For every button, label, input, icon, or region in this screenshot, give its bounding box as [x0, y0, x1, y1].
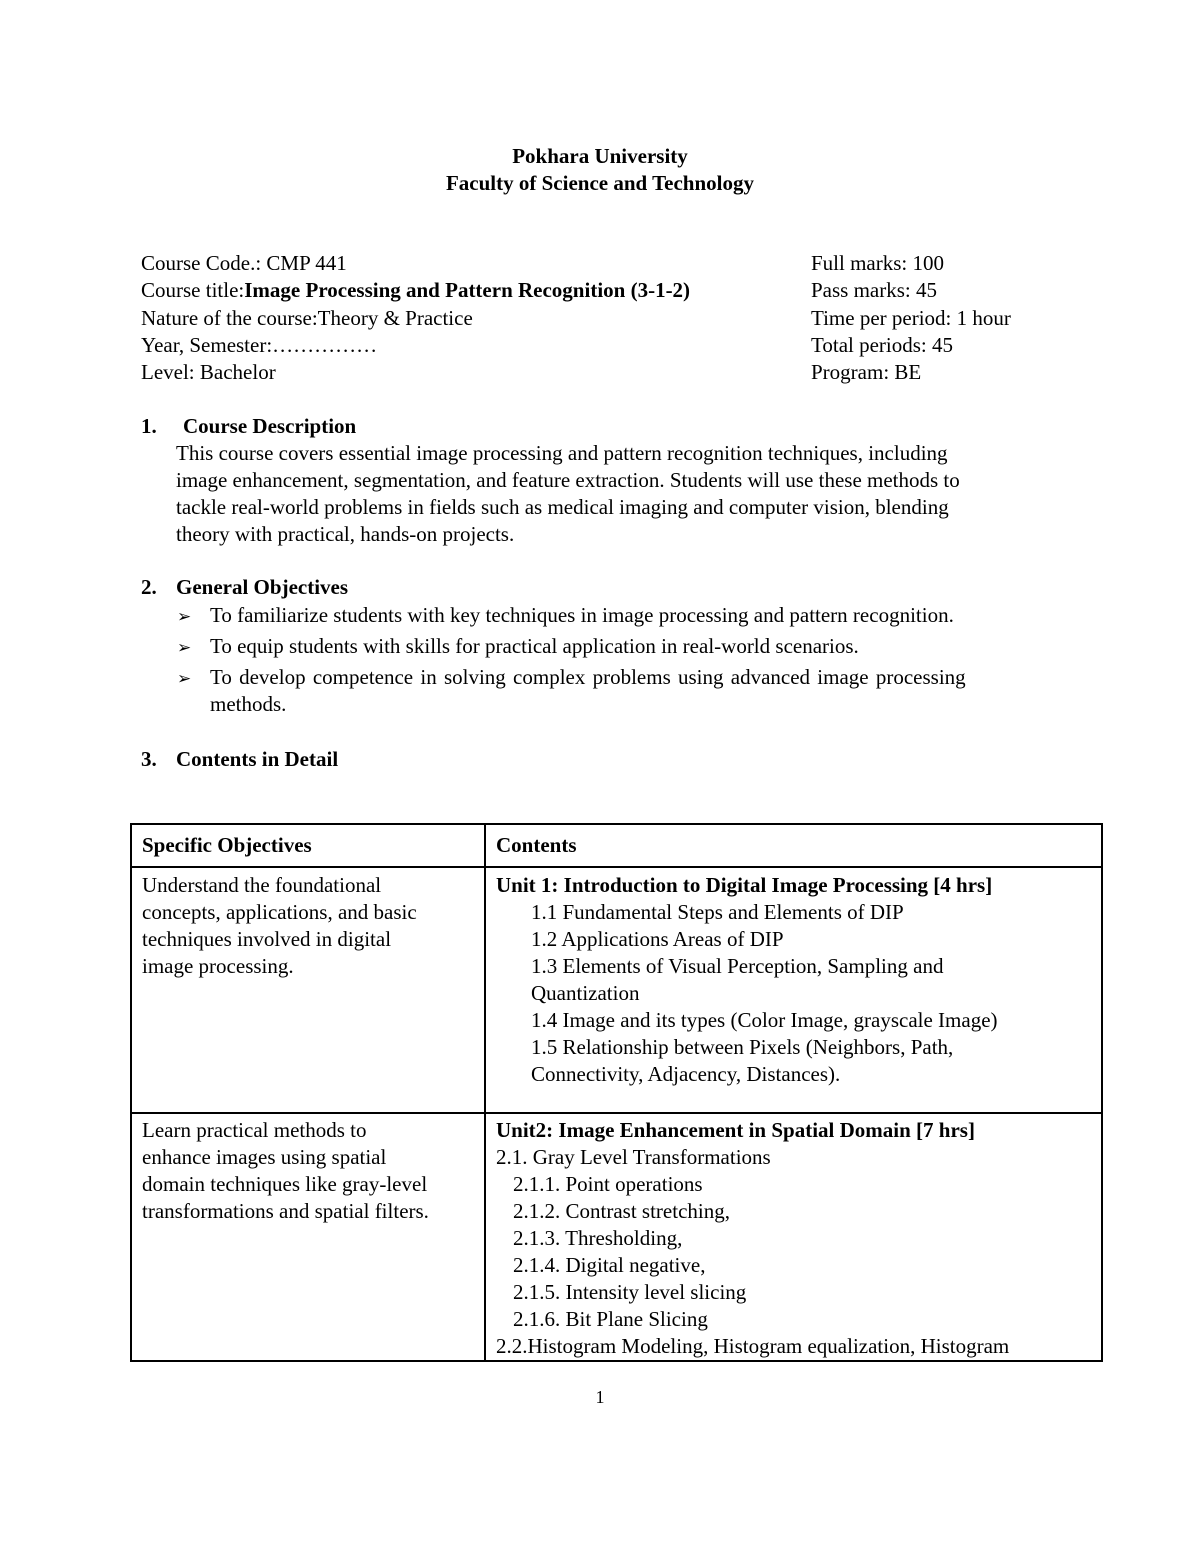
university-name: Pokhara University	[512, 144, 688, 168]
content-item: 1.5 Relationship between Pixels (Neighbors, Path,	[531, 1035, 954, 1059]
table-header-row	[131, 824, 1102, 867]
description-line: This course covers essential image processing and pattern recognition techniques, including	[176, 441, 948, 465]
course-title-value: Image Processing and Pattern Recognition (3-1-2)	[244, 278, 691, 302]
time-per-period: Time per period: 1 hour	[811, 306, 1011, 330]
arrow-bullet-icon: ➢	[177, 669, 192, 689]
course-level: Level: Bachelor	[141, 360, 276, 384]
section-3-title: Contents in Detail	[176, 747, 339, 771]
objective-line: enhance images using spatial	[142, 1145, 387, 1169]
course-title	[141, 277, 690, 304]
year-semester: Year, Semester:……………	[141, 333, 378, 357]
content-item: 1.3 Elements of Visual Perception, Sampling and	[531, 954, 944, 978]
section-2-number: 2.	[141, 575, 157, 599]
section-1-number: 1.	[141, 414, 157, 438]
program: Program: BE	[811, 360, 922, 384]
section-3-number: 3.	[141, 747, 157, 771]
content-item: 1.1 Fundamental Steps and Elements of DIP	[531, 900, 904, 924]
description-line: theory with practical, hands-on projects.	[176, 522, 515, 546]
faculty-name: Faculty of Science and Technology	[445, 171, 755, 195]
objective-line: domain techniques like gray-level	[142, 1172, 428, 1196]
total-periods: Total periods: 45	[811, 333, 954, 357]
content-item: 2.2.Histogram Modeling, Histogram equalization, Histogram	[496, 1334, 1010, 1358]
objective-line: image processing.	[142, 954, 294, 978]
content-item: Quantization	[531, 981, 640, 1005]
arrow-bullet-icon: ➢	[177, 607, 192, 627]
objective-line: Understand the foundational	[142, 873, 382, 897]
course-code-label: Course Code.:	[141, 251, 267, 275]
objective-line: concepts, applications, and basic	[142, 900, 417, 924]
course-code-value: CMP 441	[266, 251, 347, 275]
content-item: 2.1.3. Thresholding,	[513, 1226, 683, 1250]
course-title-label: Course title:	[141, 278, 245, 302]
content-item: 2.1.1. Point operations	[513, 1172, 703, 1196]
section-2-title: General Objectives	[176, 575, 349, 599]
page-number: 1	[595, 1387, 605, 1407]
pass-marks: Pass marks: 45	[811, 278, 937, 302]
objective-cell	[131, 1113, 485, 1361]
content-item: 2.1.4. Digital negative,	[513, 1253, 706, 1277]
course-nature: Nature of the course:Theory & Practice	[141, 306, 473, 330]
objective-item: To familiarize students with key techniques in image processing and pattern recognition.	[210, 603, 954, 627]
objective-line: techniques involved in digital	[142, 927, 392, 951]
content-item: 2.1.2. Contrast stretching,	[513, 1199, 730, 1223]
arrow-bullet-icon: ➢	[177, 638, 192, 658]
objective-item: To develop competence in solving complex problems using advanced image processing	[210, 665, 966, 689]
section-1-title: Course Description	[183, 414, 357, 438]
description-line: image enhancement, segmentation, and feature extraction. Students will use these methods to	[176, 468, 960, 492]
contents-cell	[485, 867, 1102, 1113]
content-item: 2.1.6. Bit Plane Slicing	[513, 1307, 708, 1331]
full-marks: Full marks: 100	[811, 251, 945, 275]
description-line: tackle real-world problems in fields such as medical imaging and computer vision, blending	[176, 495, 949, 519]
contents-cell	[485, 1113, 1102, 1361]
content-item: 1.4 Image and its types (Color Image, grayscale Image)	[531, 1008, 998, 1032]
content-item: Connectivity, Adjacency, Distances).	[531, 1062, 841, 1086]
unit-title: Unit 1: Introduction to Digital Image Processing [4 hrs]	[496, 873, 993, 897]
objective-line: Learn practical methods to	[142, 1118, 367, 1142]
header-specific-objectives: Specific Objectives	[131, 824, 485, 867]
content-item: 2.1.5. Intensity level slicing	[513, 1280, 747, 1304]
contents-table	[130, 823, 1103, 1362]
table-row	[131, 1113, 1102, 1361]
content-subhead: 2.1. Gray Level Transformations	[496, 1145, 771, 1169]
table-row	[131, 867, 1102, 1113]
unit-title: Unit2: Image Enhancement in Spatial Domain [7 hrs]	[496, 1118, 975, 1142]
course-code	[141, 250, 347, 277]
objective-cell	[131, 867, 485, 1113]
objective-item: To equip students with skills for practical application in real-world scenarios.	[210, 634, 859, 658]
objective-line: transformations and spatial filters.	[142, 1199, 429, 1223]
objective-item-continuation: methods.	[210, 692, 287, 716]
content-item: 1.2 Applications Areas of DIP	[531, 927, 784, 951]
header-contents: Contents	[485, 824, 1102, 867]
